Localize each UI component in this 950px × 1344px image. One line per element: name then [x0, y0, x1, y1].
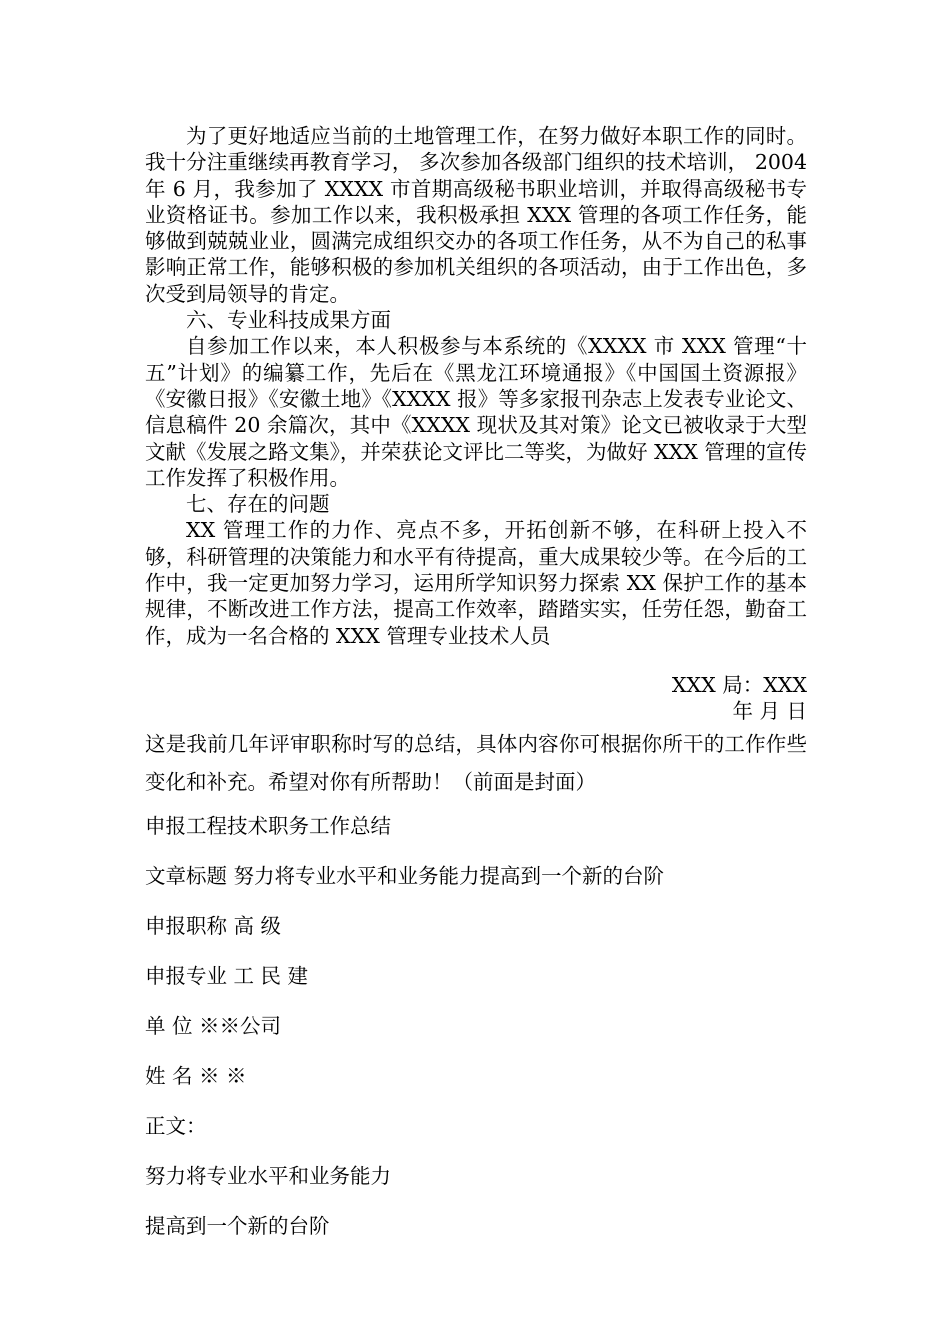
cover-item: 申报职称 高 级: [145, 913, 282, 938]
cover-item: 申报工程技术职务工作总结: [145, 813, 391, 838]
cover-item: 正文：: [145, 1113, 207, 1138]
paragraph-achievements: 自参加工作以来，本人积极参与本系统的《XXXX 市 XXX 管理“十五”计划》的编纂工作，先后在《黑龙江环境通报》《中国国土资源报》《安徽日报》《安徽土地》《XXXX 报》等多家报刊杂志上发表专业论文、信息稿件 20 余篇次，其中《XXXX 现状及其对策》论文已被收录于大型文献《发展之路文集》，并荣获论文评比二等奖，为做好 XXX 管理的宣传工作发挥了积极作用。: [145, 334, 807, 490]
heading-section-7: 七、存在的问题: [186, 492, 330, 517]
cover-item: 文章标题 努力将专业水平和业务能力提高到一个新的台阶: [145, 863, 665, 888]
cover-item: 提高到一个新的台阶: [145, 1213, 330, 1238]
cover-item: 申报专业 工 民 建: [145, 963, 309, 988]
author-note: 这是我前几年评审职称时写的总结，具体内容你可根据你所干的工作作些变化和补充。希望对你有所帮助！（前面是封面）: [145, 731, 807, 794]
cover-item: 单 位 ※※公司: [145, 1013, 282, 1038]
heading-section-6: 六、专业科技成果方面: [186, 308, 391, 333]
signature-date: 年 月 日: [732, 699, 807, 724]
cover-items: [145, 801, 807, 1251]
document-page: [145, 123, 807, 1251]
cover-item: 努力将专业水平和业务能力: [145, 1163, 391, 1188]
signature: XXX 局：XXX: [671, 672, 807, 697]
paragraph-problems: XX 管理工作的力作、亮点不多，开拓创新不够，在科研上投入不够，科研管理的决策能力和水平有待提高，重大成果较少等。在今后的工作中，我一定更加努力学习，运用所学知识努力探索 XX 保护工作的基本规律，不断改进工作方法，提高工作效率，踏踏实实，任劳任怨，勤奋工作，成为一名合格的 XXX 管理专业技术人员: [145, 518, 807, 648]
cover-item: 姓 名 ※ ※: [145, 1063, 247, 1088]
paragraph-training: 为了更好地适应当前的土地管理工作，在努力做好本职工作的同时。我十分注重继续再教育学习， 多次参加各级部门组织的技术培训， 2004 年 6 月，我参加了 XXXX 市首期高级秘书职业培训，并取得高级秘书专业资格证书。参加工作以来，我积极承担 XXX 管理的各项工作任务，能够做到兢兢业业，圆满完成组织交办的各项工作任务，从不为自己的私事影响正常工作，能够积极的参加机关组织的各项活动，由于工作出色，多次受到局领导的肯定。: [145, 124, 807, 306]
